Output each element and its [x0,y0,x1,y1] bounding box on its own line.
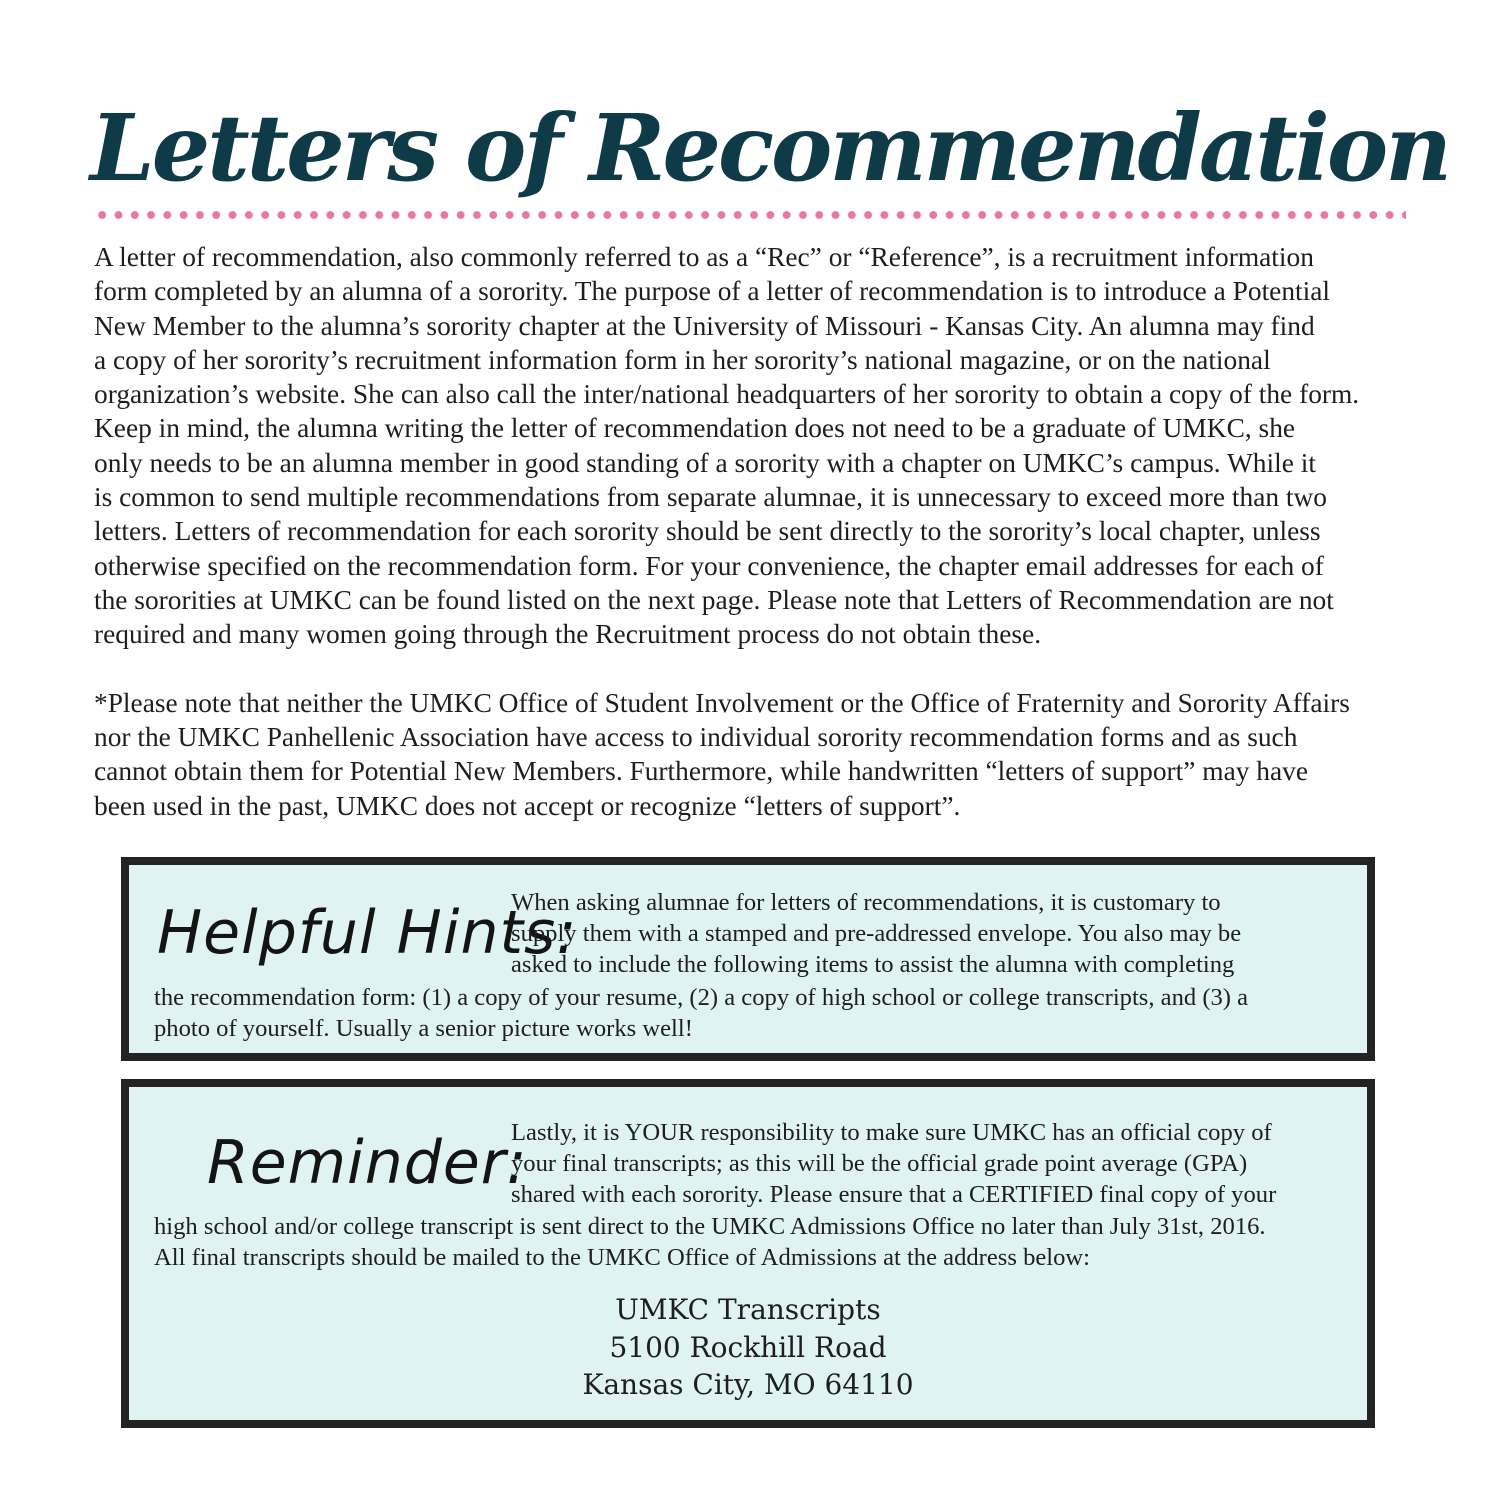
intro-line: required and many women going through the Recruitment process do not obtain these. [94,619,1042,650]
helpful-hints-text-right [511,887,1241,980]
reminder-line: shared with each sorority. Please ensure that a CERTIFIED final copy of your [511,1181,1277,1208]
intro-line: the sororities at UMKC can be found listed on the next page. Please note that Letters of Recommendation are not [94,584,1334,615]
helpful-hints-box [121,857,1375,1061]
intro-line: organization’s website. She can also call the inter/national headquarters of her sorority to obtain a copy of the form. [94,379,1360,410]
mailing-address [129,1291,1367,1404]
reminder-line: All final transcripts should be mailed to the UMKC Office of Admissions at the address below: [154,1244,1091,1271]
intro-line: form completed by an alumna of a sorority. The purpose of a letter of recommendation is to introduce a Potential [94,276,1331,307]
note-line: been used in the past, UMKC does not accept or recognize “letters of support”. [94,790,961,821]
note-line: nor the UMKC Panhellenic Association have access to individual sorority recommendation forms and as such [94,722,1298,753]
reminder-line: Lastly, it is YOUR responsibility to make sure UMKC has an official copy of [511,1119,1272,1146]
dotted-divider [94,209,1406,221]
address-line: Kansas City, MO 64110 [582,1368,914,1401]
hints-line: supply them with a stamped and pre-addressed envelope. You also may be [511,920,1242,947]
intro-line: otherwise specified on the recommendation form. For your convenience, the chapter email addresses for each of [94,550,1324,581]
hints-line: asked to include the following items to assist the alumna with completing [511,951,1235,978]
intro-paragraph [94,240,1414,652]
note-paragraph [94,686,1414,823]
paragraph-gap [94,652,1414,686]
intro-line: Keep in mind, the alumna writing the letter of recommendation does not need to be a graduate of UMKC, she [94,413,1296,444]
page-title: Letters of Recommendation [90,94,1450,202]
note-line: cannot obtain them for Potential New Members. Furthermore, while handwritten “letters of support” may have [94,756,1308,787]
reminder-line: high school and/or college transcript is sent direct to the UMKC Admissions Office no later than July 31st, 2016. [154,1213,1266,1240]
intro-line: New Member to the alumna’s sorority chapter at the University of Missouri - Kansas City. An alumna may find [94,310,1315,341]
reminder-box [121,1079,1375,1428]
intro-line: a copy of her sorority’s recruitment information form in her sorority’s national magazine, or on the national [94,344,1271,375]
intro-line: only needs to be an alumna member in good standing of a sorority with a chapter on UMKC’s campus. While it [94,447,1316,478]
intro-line: letters. Letters of recommendation for each sorority should be sent directly to the sorority’s local chapter, unless [94,516,1321,547]
helpful-hints-text-bottom [154,982,1248,1044]
reminder-line: your final transcripts; as this will be the official grade point average (GPA) [511,1150,1248,1177]
note-line: *Please note that neither the UMKC Office of Student Involvement or the Office of Fraternity and Sorority Affairs [94,687,1350,718]
address-line: UMKC Transcripts [615,1293,881,1326]
hints-line: When asking alumnae for letters of recommendations, it is customary to [511,889,1221,916]
reminder-text-bottom [154,1211,1266,1273]
intro-line: is common to send multiple recommendations from separate alumnae, it is unnecessary to exceed more than two [94,482,1327,513]
helpful-hints-heading: Helpful Hints: [157,898,578,968]
intro-section [94,240,1414,823]
reminder-heading: Reminder: [207,1128,528,1198]
reminder-text-right [511,1117,1276,1210]
hints-line: photo of yourself. Usually a senior picture works well! [154,1015,693,1042]
hints-line: the recommendation form: (1) a copy of your resume, (2) a copy of high school or college transcripts, and (3) a [154,984,1249,1011]
address-line: 5100 Rockhill Road [609,1330,887,1364]
intro-line: A letter of recommendation, also commonly referred to as a “Rec” or “Reference”, is a recruitment information [94,242,1314,272]
